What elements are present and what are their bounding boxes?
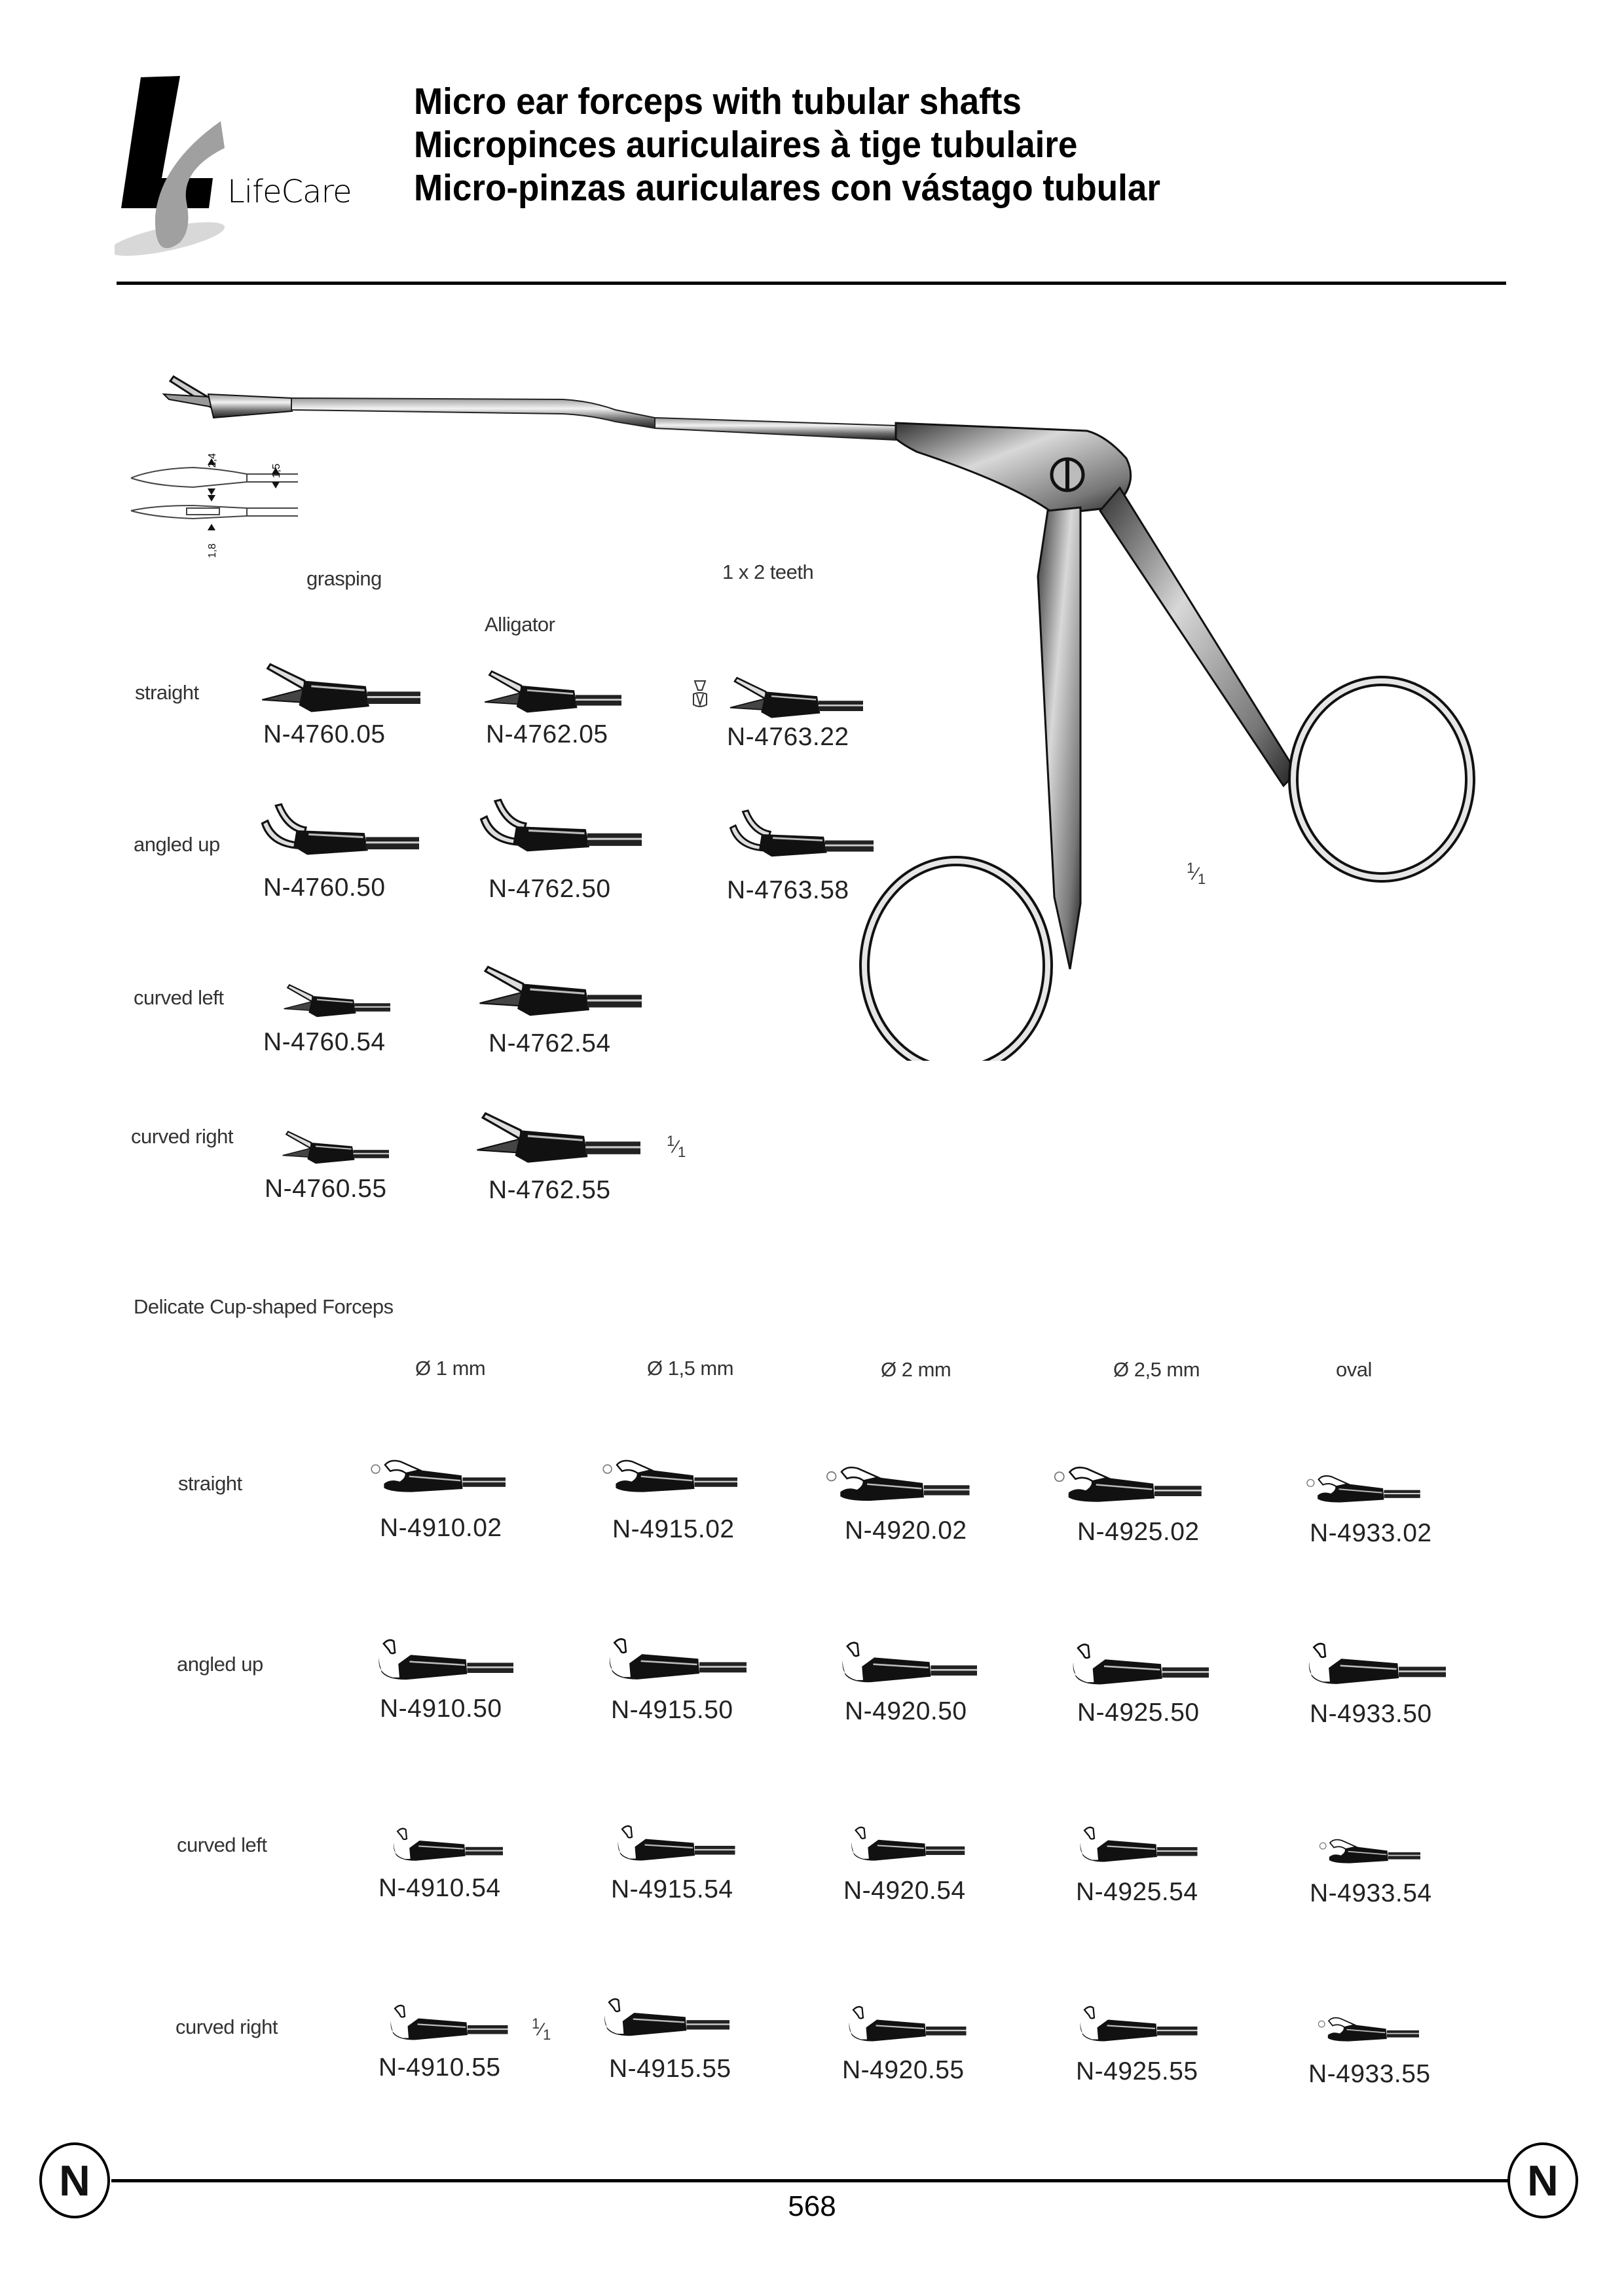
row-label-curved-left: curved left — [134, 986, 224, 1009]
tip-illustration — [258, 1129, 410, 1166]
cup-tip-illustration — [1061, 2005, 1206, 2044]
product-code: N-4915.54 — [611, 1875, 733, 1903]
product-code: N-4933.50 — [1310, 1700, 1432, 1728]
scale-numerator: 1 — [532, 2015, 540, 2032]
product-code: N-4762.50 — [489, 875, 611, 903]
cup-tip-illustration — [1283, 1473, 1442, 1509]
product-code: N-4760.50 — [263, 873, 386, 902]
product-code: N-4763.22 — [727, 723, 849, 751]
title-french: Micropinces auriculaires à tige tubulaire — [414, 124, 1078, 166]
product-code: N-4920.54 — [843, 1877, 966, 1905]
product-code: N-4910.55 — [378, 2053, 501, 2082]
product-code: N-4762.05 — [486, 720, 608, 748]
title-english: Micro ear forceps with tubular shafts — [414, 81, 1022, 122]
title-spanish: Micro-pinzas auriculares con vástago tubular — [414, 167, 1161, 209]
cup-tip-illustration — [830, 2005, 974, 2044]
product-code: N-4920.02 — [845, 1516, 967, 1545]
footer-divider — [111, 2179, 1513, 2182]
cup-tip-illustration — [1061, 1826, 1206, 1865]
product-code: N-4762.55 — [489, 1176, 611, 1204]
cup-tip-illustration — [367, 1637, 513, 1684]
tip-illustration — [471, 1108, 640, 1167]
col-header-grasping: grasping — [306, 567, 382, 590]
scale-denominator: 1 — [542, 2026, 551, 2043]
product-code: N-4760.05 — [263, 720, 386, 748]
tip-illustration — [259, 982, 411, 1019]
cup-tip-illustration — [830, 1826, 976, 1864]
tip-illustration — [474, 963, 642, 1019]
row-label-curved-left: curved left — [177, 1833, 267, 1856]
product-code: N-4763.58 — [727, 876, 849, 904]
product-code: N-4915.02 — [612, 1515, 735, 1543]
col-header-teeth: 1 x 2 teeth — [722, 560, 814, 583]
section-badge-right: N — [1507, 2142, 1578, 2218]
row-label-straight: straight — [178, 1472, 242, 1495]
product-code: N-4920.50 — [845, 1697, 967, 1725]
product-code: N-4920.55 — [842, 2056, 965, 2084]
col-header-2mm: Ø 2 mm — [881, 1358, 951, 1381]
product-code: N-4925.50 — [1077, 1698, 1200, 1727]
lifecare-logo — [115, 72, 377, 268]
tip-illustration — [255, 803, 419, 858]
cup-tip-illustration — [830, 1640, 977, 1687]
product-code: N-4910.02 — [380, 1514, 502, 1542]
product-code: N-4762.54 — [489, 1029, 611, 1057]
teeth-profile-icon — [692, 678, 709, 710]
cup-tip-illustration — [597, 1634, 747, 1685]
product-code: N-4925.54 — [1076, 1878, 1198, 1906]
cup-tip-illustration — [1293, 1837, 1446, 1869]
tip-illustration — [474, 792, 642, 860]
product-code: N-4933.02 — [1310, 1519, 1432, 1547]
cup-forceps-scale-label: $^1⁄_1$ — [532, 2015, 551, 2043]
ear-forceps-scale-label: $^1⁄_1$ — [667, 1133, 686, 1160]
col-header-2-5mm: Ø 2,5 mm — [1113, 1358, 1200, 1381]
scale-numerator: 1 — [667, 1133, 675, 1149]
row-label-straight: straight — [135, 681, 199, 704]
svg-text:1,5: 1,5 — [271, 464, 282, 479]
tip-illustration — [720, 809, 877, 859]
cup-tip-illustration — [585, 1997, 737, 2039]
product-code: N-4760.55 — [265, 1175, 387, 1203]
product-code: N-4925.55 — [1076, 2057, 1198, 2085]
page-number: 568 — [788, 2190, 836, 2222]
jaw-dimension-diagram — [128, 445, 298, 576]
cup-tip-illustration — [820, 1464, 974, 1509]
tip-illustration — [712, 674, 876, 720]
row-label-curved-right: curved right — [131, 1125, 233, 1148]
section-badge-left: N — [39, 2142, 110, 2218]
cup-tip-illustration — [1061, 1641, 1209, 1689]
cup-tip-illustration — [1297, 1636, 1446, 1693]
svg-text:1,8: 1,8 — [207, 543, 218, 559]
cup-tip-illustration — [597, 1824, 745, 1864]
col-header-1mm: Ø 1 mm — [415, 1357, 486, 1380]
cup-tip-illustration — [592, 1458, 747, 1499]
svg-text:2,4: 2,4 — [207, 453, 218, 468]
row-label-angled-up: angled up — [134, 833, 220, 856]
product-code: N-4915.55 — [609, 2055, 731, 2083]
product-code: N-4925.02 — [1077, 1518, 1200, 1546]
brand-name: LifeCare — [227, 174, 352, 210]
col-header-oval: oval — [1336, 1358, 1372, 1381]
cup-tip-illustration — [372, 2004, 516, 2043]
main-scale-label: $^1⁄_1$ — [1187, 860, 1206, 887]
cup-section-title: Delicate Cup-shaped Forceps — [134, 1295, 394, 1318]
col-header-alligator: Alligator — [485, 613, 555, 636]
cup-tip-illustration — [1045, 1464, 1209, 1510]
scale-denominator: 1 — [1197, 870, 1206, 887]
product-code: N-4760.54 — [263, 1028, 386, 1056]
tip-illustration — [462, 668, 639, 715]
scale-numerator: 1 — [1187, 860, 1195, 876]
lc-logo-icon — [115, 72, 246, 268]
product-code: N-4915.50 — [611, 1696, 733, 1724]
cup-tip-illustration — [372, 1827, 515, 1864]
page-titles — [414, 80, 1217, 210]
product-code: N-4933.54 — [1310, 1879, 1432, 1907]
product-code: N-4910.54 — [378, 1874, 501, 1902]
row-label-curved-right: curved right — [175, 2015, 278, 2038]
header-divider — [117, 282, 1506, 285]
scale-denominator: 1 — [677, 1143, 686, 1160]
cup-tip-illustration — [1290, 2015, 1446, 2047]
product-code: N-4933.55 — [1308, 2060, 1431, 2088]
col-header-1-5mm: Ø 1,5 mm — [647, 1357, 734, 1380]
cup-tip-illustration — [361, 1458, 513, 1499]
row-label-angled-up: angled up — [177, 1653, 263, 1676]
tip-illustration — [257, 660, 420, 715]
product-code: N-4910.50 — [380, 1695, 502, 1723]
